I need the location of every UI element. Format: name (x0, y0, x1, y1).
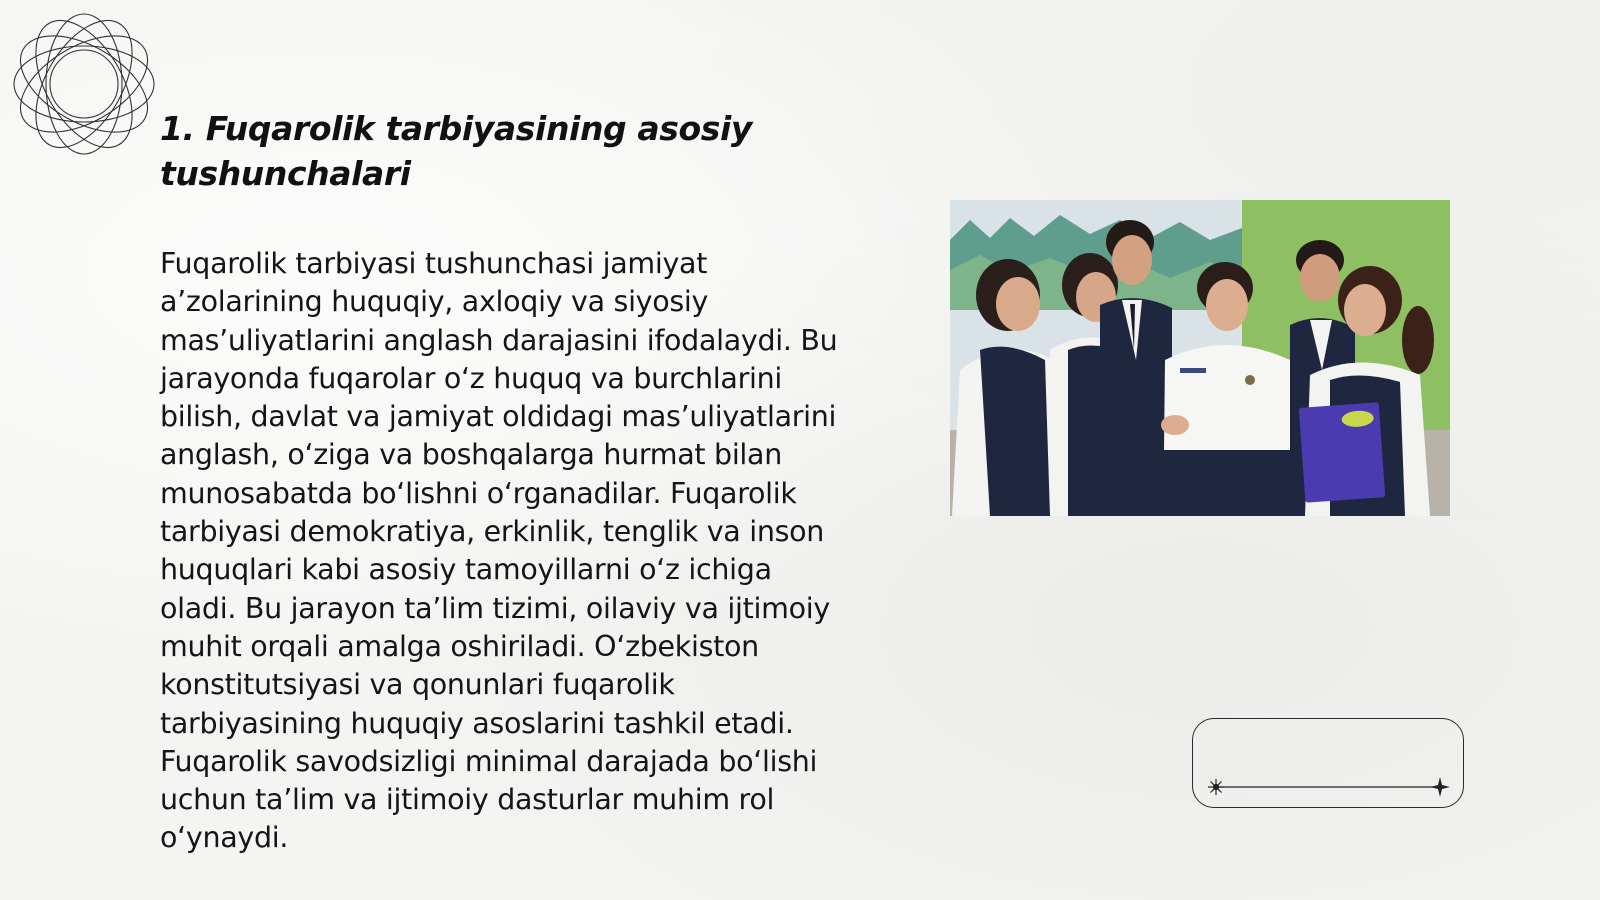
slide-title: 1. Fuqarolik tarbiyasining asosiy tushunchalari (160, 109, 752, 193)
slide-body-text: Fuqarolik tarbiyasi tushunchasi jamiyat a’zolarining huquqiy, axloqiy va siyosiy mas’uliyatlarini anglash darajasini ifodalaydi. Bu jarayonda fuqarolar o‘z huquq va burchlarini bilish, davlat va jamiyat oldidagi mas’uliyatlarini anglash, o‘ziga va boshqalarga hurmat bilan munosabatda bo‘lishni o‘rganadilar. Fuqarolik tarbiyasi demokratiya, erkinlik, tenglik va inson huquqlari kabi asosiy tamoyillarni o‘z ichiga oladi. Bu jarayon ta’lim tizimi, oilaviy va ijtimoiy muhit orqali amalga oshiriladi. O‘zbekiston konstitutsiyasi va qonunlari fuqarolik tarbiyasining huquqiy asoslarini tashkil etadi. Fuqarolik savodsizligi minimal darajada bo‘lishi uchun ta’lim va ijtimoiy dasturlar muhim rol o‘ynaydi. (160, 247, 838, 855)
circle-ornament-icon (10, 10, 158, 158)
sparkle-icon (1430, 777, 1450, 797)
students-photo (950, 200, 1450, 516)
decorative-line (1192, 718, 1464, 808)
star-icon (1208, 779, 1224, 795)
